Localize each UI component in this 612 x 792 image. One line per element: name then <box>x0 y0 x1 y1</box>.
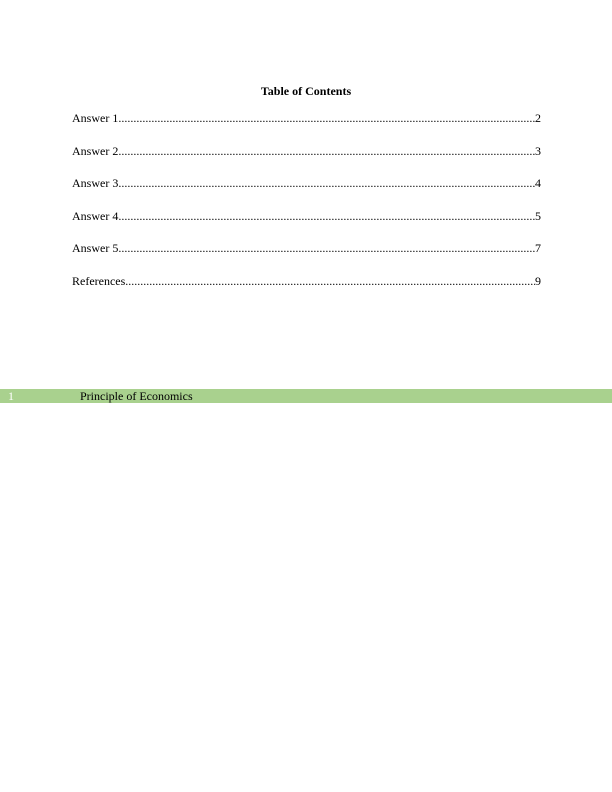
toc-entry-page: 4 <box>535 176 541 191</box>
toc-entry-page: 2 <box>535 111 541 125</box>
toc-entry-label: References <box>72 273 126 288</box>
page-footer-band <box>0 389 612 403</box>
toc-heading: Table of Contents <box>260 84 352 98</box>
toc-entry-answer-5[interactable] <box>72 241 541 255</box>
toc-entry-answer-1[interactable] <box>72 111 541 125</box>
toc-entry-page: 7 <box>535 241 541 256</box>
toc-list <box>72 111 541 307</box>
toc-entry-references[interactable] <box>72 274 541 288</box>
toc-entry-answer-2[interactable] <box>72 144 541 158</box>
toc-entry-label: Answer 3 <box>72 176 119 191</box>
toc-entry-page: 5 <box>535 208 541 223</box>
toc-dot-leader <box>118 209 535 223</box>
toc-entry-page: 3 <box>535 143 541 158</box>
toc-entry-answer-4[interactable] <box>72 209 541 223</box>
toc-entry-label: Answer 2 <box>72 143 119 158</box>
toc-dot-leader <box>118 176 535 190</box>
toc-entry-page: 9 <box>535 273 541 288</box>
toc-entry-label: Answer 5 <box>72 241 119 256</box>
toc-entry-label: Answer 4 <box>72 208 119 223</box>
toc-dot-leader <box>118 241 535 255</box>
toc-entry-label: Answer 1 <box>72 111 119 125</box>
page-number: 1 <box>8 389 14 403</box>
toc-entry-answer-3[interactable] <box>72 176 541 190</box>
toc-dot-leader <box>125 274 535 288</box>
toc-dot-leader <box>118 111 535 125</box>
toc-dot-leader <box>118 144 535 158</box>
footer-document-title: Principle of Economics <box>80 389 193 403</box>
